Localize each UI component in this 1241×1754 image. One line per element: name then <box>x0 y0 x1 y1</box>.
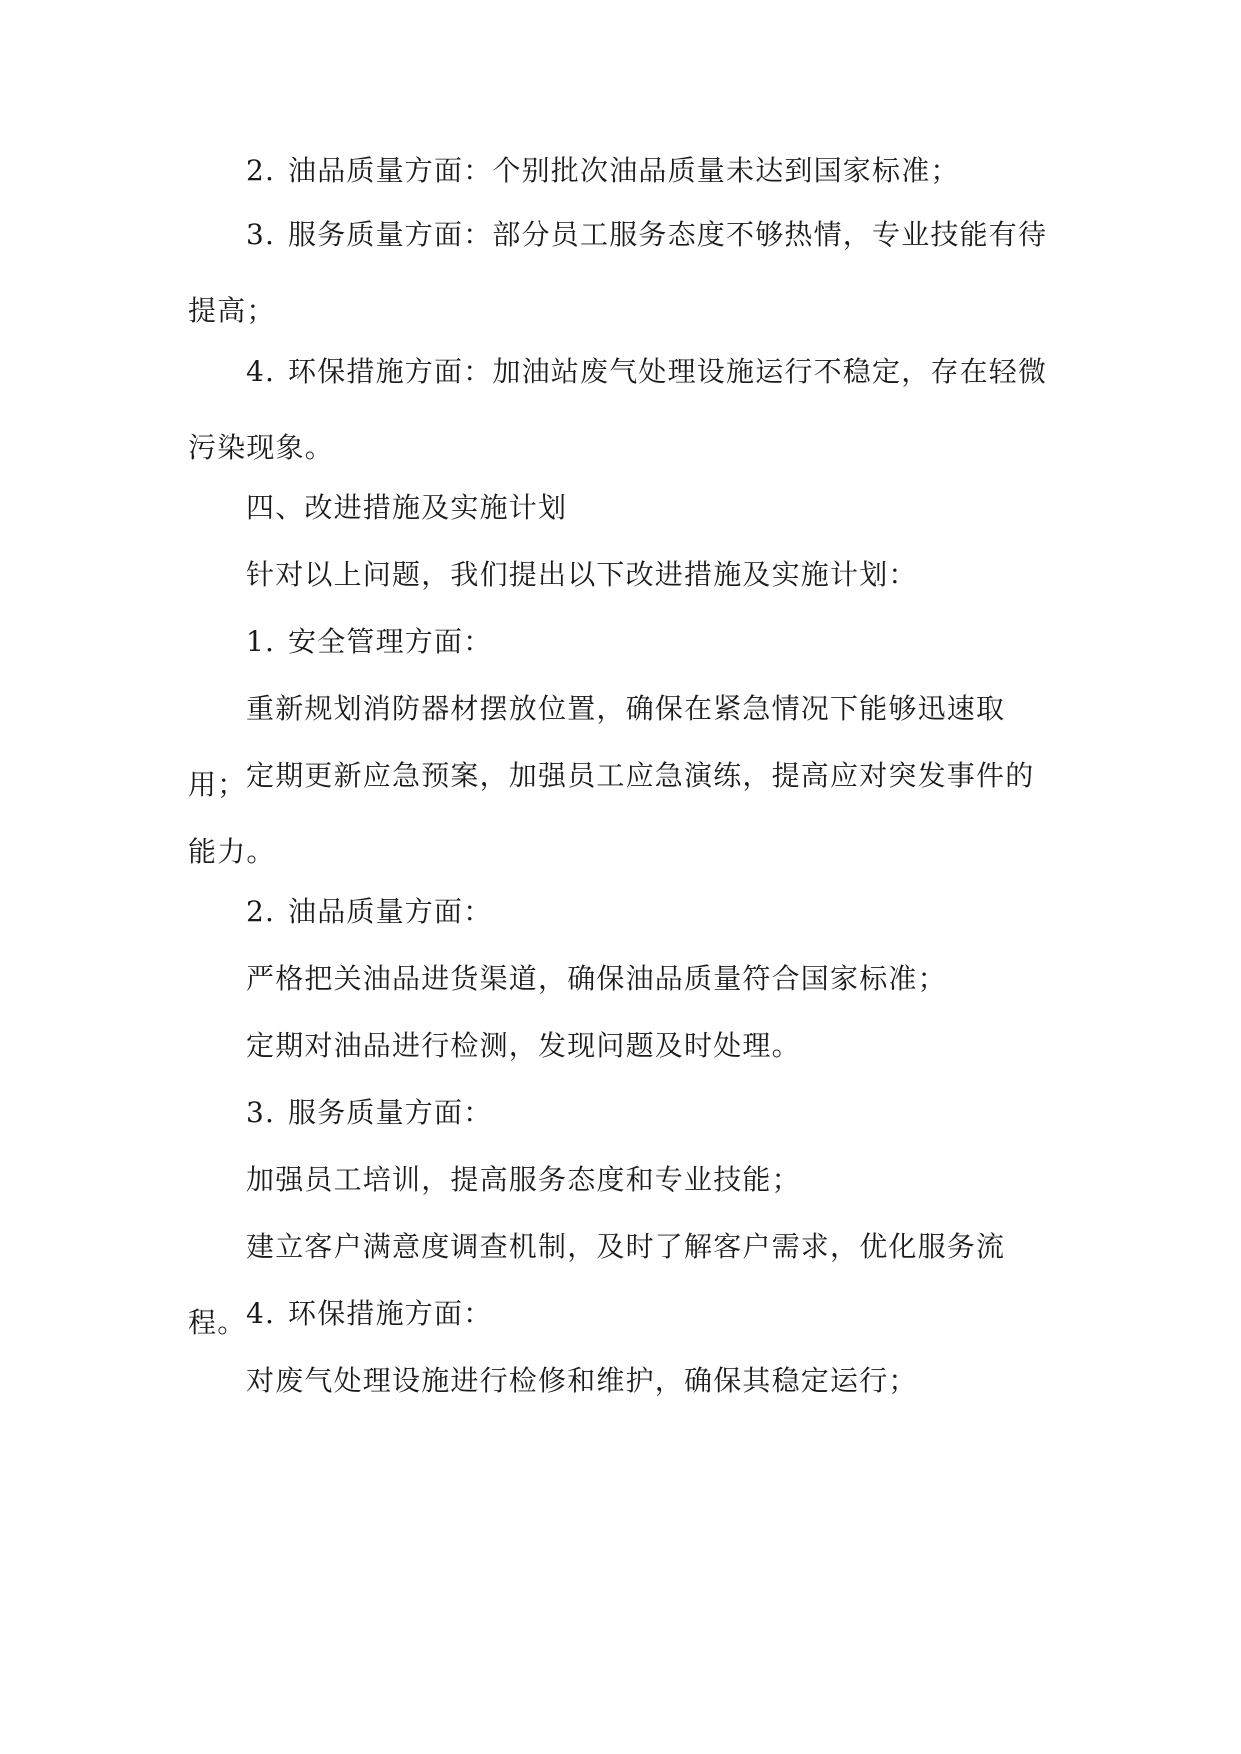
paragraph: 建立客户满意度调查机制，及时了解客户需求，优化服务流程。 <box>188 1230 1006 1339</box>
paragraph-text: 环保措施方面：加油站废气处理设施运行不稳定，存在轻微污染现象。 <box>188 355 1048 464</box>
numbered-paragraph <box>188 874 1056 950</box>
numbered-paragraph <box>188 604 1056 680</box>
item-number: 3. <box>246 218 276 251</box>
item-number: 4. <box>246 1297 276 1330</box>
numbered-paragraph <box>188 334 1056 486</box>
paragraph-text: 环保措施方面： <box>288 1297 493 1330</box>
paragraph-text: 安全管理方面： <box>288 625 493 658</box>
numbered-paragraph <box>188 1276 1056 1352</box>
item-number: 2. <box>246 895 276 928</box>
paragraph-text: 服务质量方面： <box>288 1096 493 1129</box>
numbered-paragraph <box>188 1075 1056 1151</box>
item-number: 1. <box>246 625 276 658</box>
item-number: 3. <box>246 1096 276 1129</box>
paragraph: 严格把关油品进货渠道，确保油品质量符合国家标准； <box>246 962 947 995</box>
paragraph-text: 服务质量方面：部分员工服务态度不够热情，专业技能有待提高； <box>188 218 1048 327</box>
paragraph: 加强员工培训，提高服务态度和专业技能； <box>246 1163 801 1196</box>
section-heading: 四、改进措施及实施计划 <box>246 491 568 524</box>
paragraph: 定期更新应急预案，加强员工应急演练，提高应对突发事件的能力。 <box>188 759 1035 868</box>
paragraph-text: 油品质量方面： <box>288 895 493 928</box>
item-number: 2. <box>246 154 276 187</box>
paragraph: 对废气处理设施进行检修和维护，确保其稳定运行； <box>246 1364 918 1397</box>
item-number: 4. <box>246 355 276 388</box>
paragraph: 重新规划消防器材摆放位置，确保在紧急情况下能够迅速取用； <box>188 692 1006 801</box>
paragraph-text: 油品质量方面：个别批次油品质量未达到国家标准； <box>288 154 960 187</box>
paragraph: 定期对油品进行检测，发现问题及时处理。 <box>246 1029 801 1062</box>
numbered-paragraph <box>188 197 1056 349</box>
paragraph: 针对以上问题，我们提出以下改进措施及实施计划： <box>246 558 918 591</box>
